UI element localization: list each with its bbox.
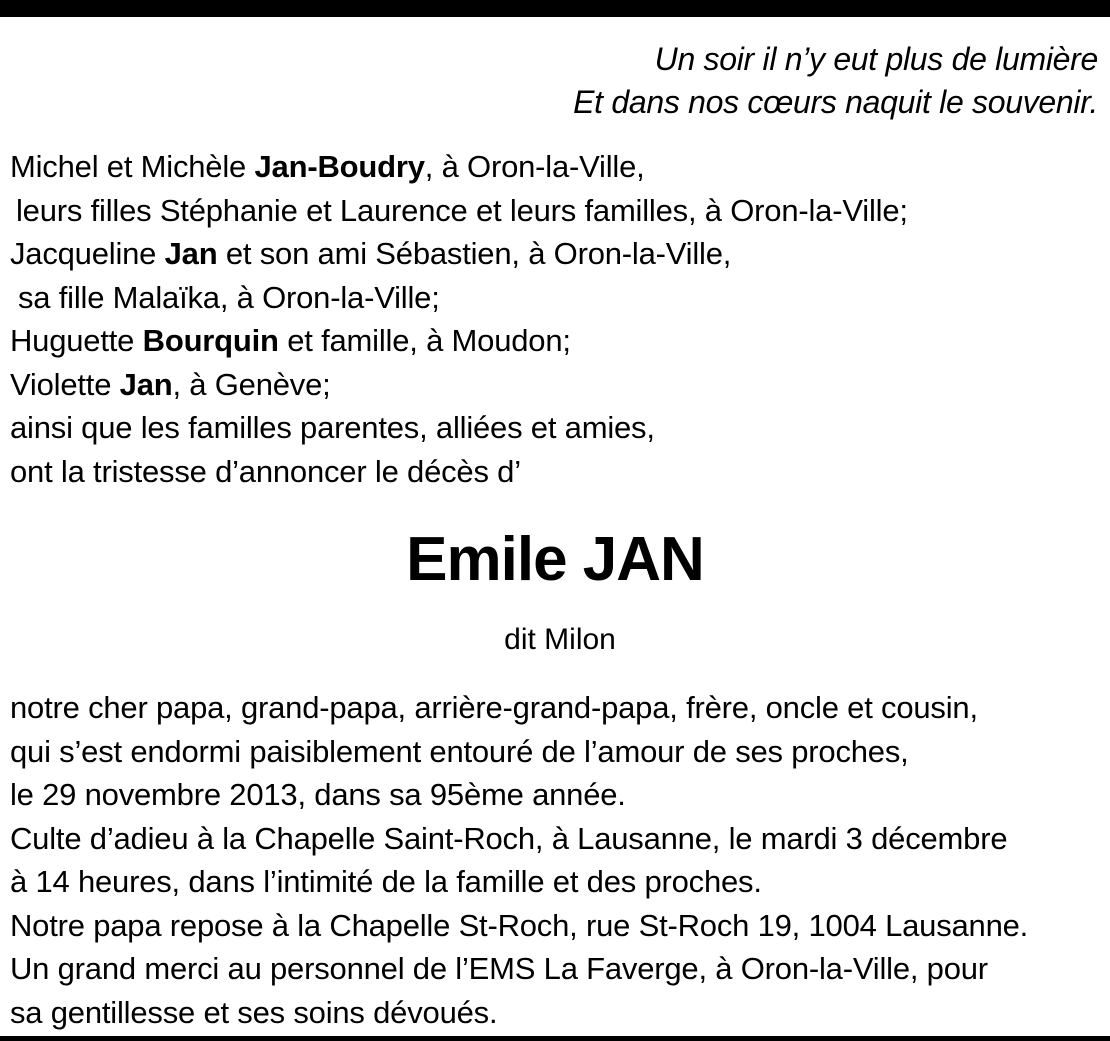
family-text: , à Genève; bbox=[172, 366, 331, 402]
body-line: le 29 novembre 2013, dans sa 95ème année. bbox=[10, 777, 626, 812]
body-line: qui s’est endormi paisiblement entouré de l’amour de ses proches, bbox=[10, 733, 909, 769]
family-text: Jacqueline bbox=[10, 236, 165, 271]
announcement-body bbox=[10, 686, 1105, 1034]
body-line: Notre papa repose à la Chapelle St-Roch, rue St-Roch 19, 1004 Lausanne. bbox=[10, 907, 1029, 943]
family-line: sa fille Malaïka, à Oron-la-Ville; bbox=[18, 279, 440, 315]
family-line bbox=[10, 363, 1100, 407]
family-line: leurs filles Stéphanie et Laurence et leurs familles, à Oron-la-Ville; bbox=[16, 192, 908, 228]
deceased-nickname: dit Milon bbox=[504, 623, 616, 656]
body-line: notre cher papa, grand-papa, arrière-grand-papa, frère, oncle et cousin, bbox=[10, 690, 978, 725]
family-surname: Jan bbox=[164, 236, 218, 271]
epigraph bbox=[573, 38, 1098, 124]
body-line: Un grand merci au personnel de l’EMS La Faverge, à Oron-la-Ville, pour bbox=[10, 951, 988, 986]
family-line bbox=[10, 319, 1100, 363]
family-line: ainsi que les familles parentes, alliées et amies, bbox=[10, 410, 655, 445]
family-text: et son ami Sébastien, à Oron-la-Ville, bbox=[217, 236, 732, 271]
bottom-border-rule bbox=[0, 1036, 1110, 1041]
body-line: Culte d’adieu à la Chapelle Saint-Roch, à Lausanne, le mardi 3 décembre bbox=[10, 820, 1008, 856]
top-border-rule bbox=[0, 0, 1110, 17]
family-surname: Jan bbox=[119, 366, 173, 402]
family-text: Huguette bbox=[10, 323, 143, 358]
family-surname: Bourquin bbox=[142, 323, 279, 358]
body-line: sa gentillesse et ses soins dévoués. bbox=[10, 994, 498, 1030]
family-text: Michel et Michèle bbox=[10, 149, 255, 184]
family-text: , à Oron-la-Ville, bbox=[424, 149, 645, 184]
family-text: Violette bbox=[10, 366, 120, 402]
family-list bbox=[10, 145, 1100, 493]
deceased-name: Emile JAN bbox=[406, 525, 704, 594]
epigraph-line-2: Et dans nos cœurs naquit le souvenir. bbox=[573, 84, 1098, 120]
family-text: et famille, à Moudon; bbox=[278, 323, 571, 358]
family-line bbox=[10, 145, 1100, 189]
family-surname: Jan-Boudry bbox=[254, 149, 425, 184]
family-line bbox=[10, 232, 1100, 276]
epigraph-line-1: Un soir il n’y eut plus de lumière bbox=[654, 41, 1098, 77]
body-line: à 14 heures, dans l’intimité de la famille et des proches. bbox=[10, 864, 762, 899]
family-line: ont la tristesse d’annoncer le décès d’ bbox=[10, 453, 521, 489]
